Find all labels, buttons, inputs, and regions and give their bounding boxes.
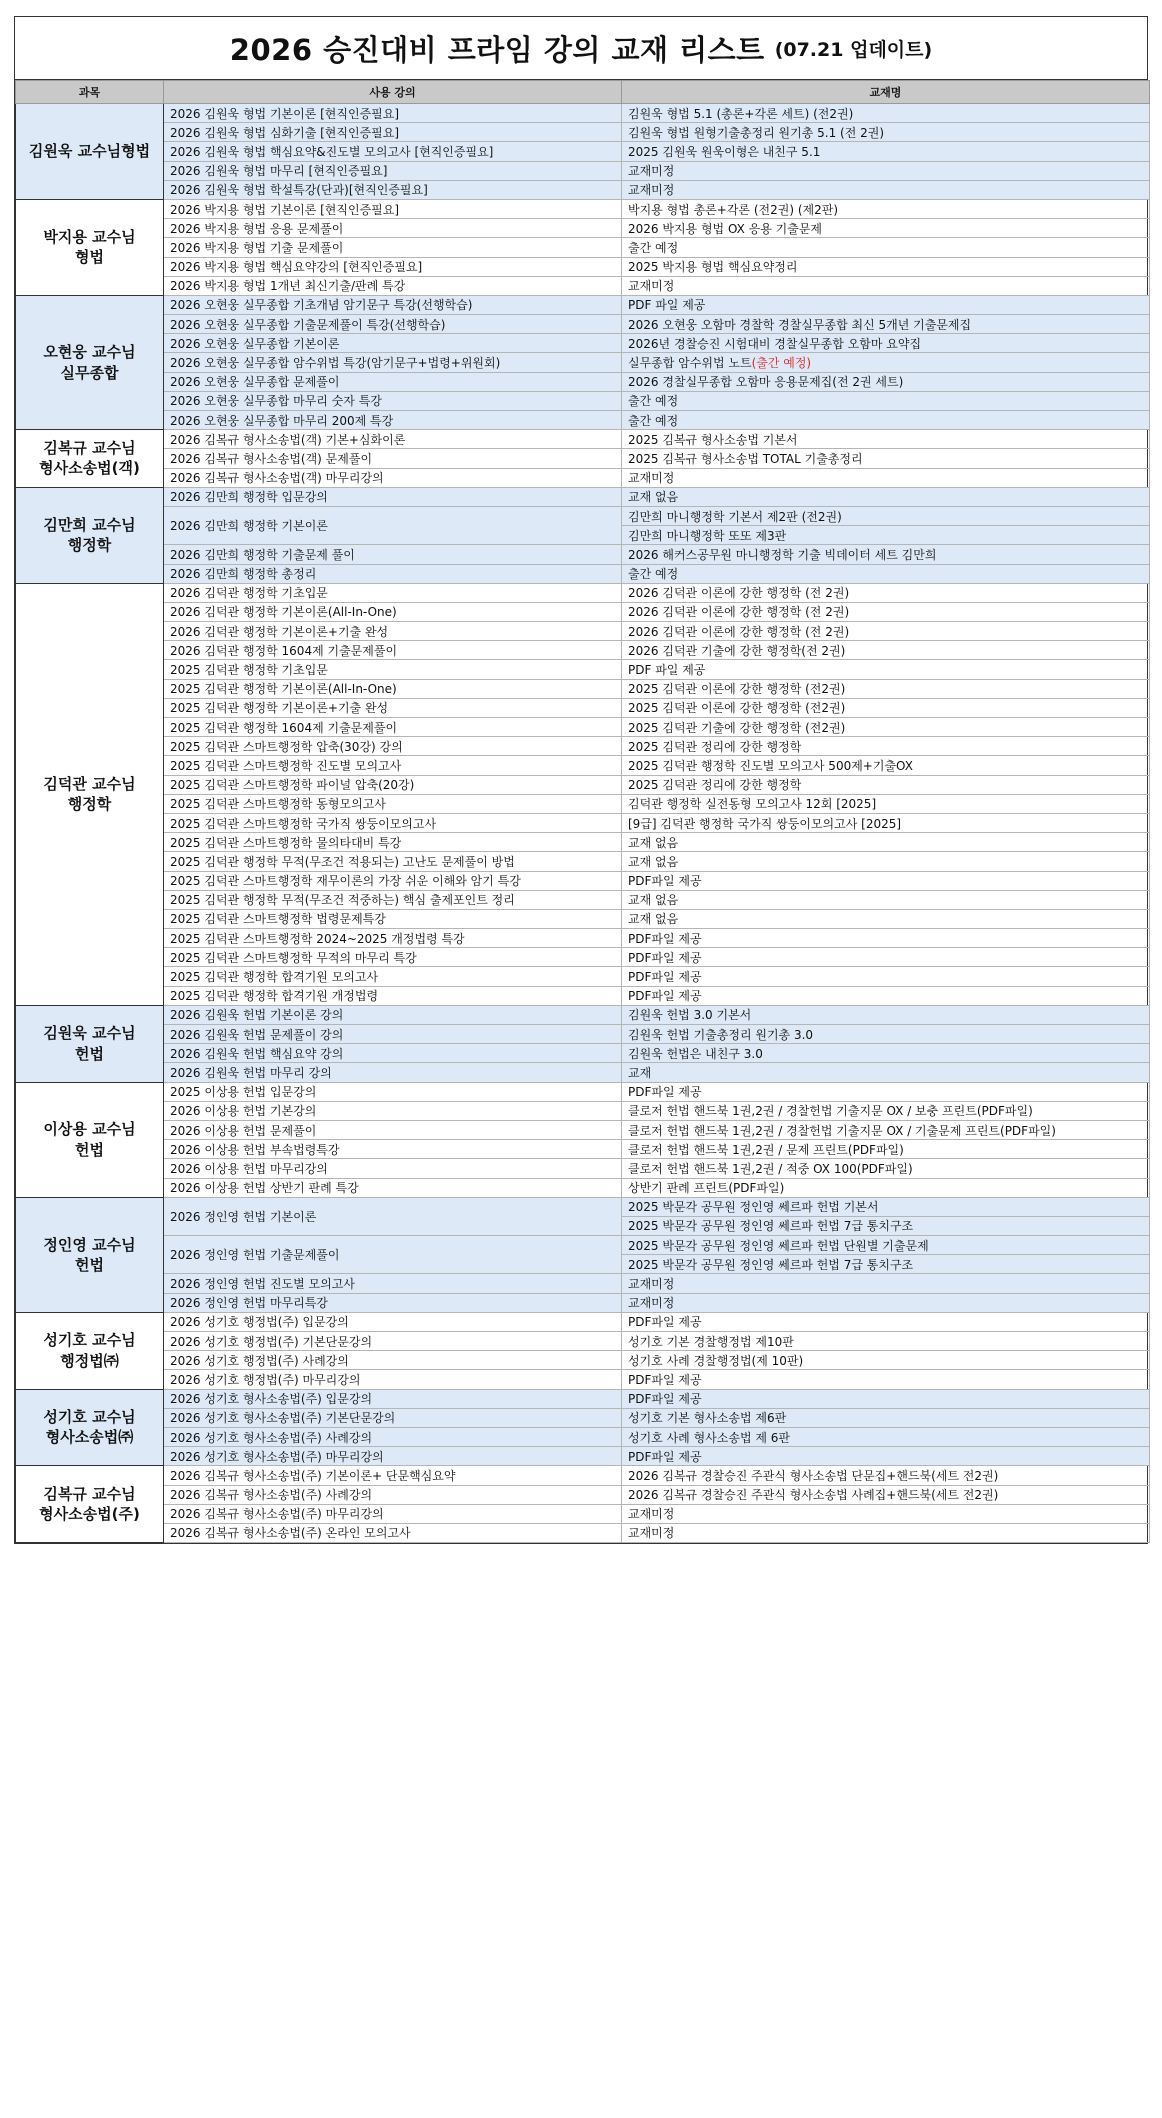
subject-cell: 김복규 교수님 형사소송법(주): [16, 1466, 164, 1543]
book-cell: 2026 김덕관 이론에 강한 행정학 (전 2권): [622, 602, 1150, 621]
book-cell: 김원욱 헌법은 내친구 3.0: [622, 1044, 1150, 1063]
subject-group: [16, 1082, 1150, 1197]
table-row: [16, 698, 1150, 717]
lecture-cell: 2025 김덕관 행정학 합격기원 개정법령: [164, 986, 622, 1005]
book-cell: 김덕관 행정학 실전동형 모의고사 12회 [2025]: [622, 794, 1150, 813]
book-cell: 성기호 기본 경찰행정법 제10판: [622, 1332, 1150, 1351]
subject-cell: 성기호 교수님 형사소송법㈜: [16, 1389, 164, 1466]
lecture-cell: 2025 김덕관 행정학 1604제 기출문제풀이: [164, 718, 622, 737]
table-row: [16, 1159, 1150, 1178]
subject-cell: 성기호 교수님 행정법㈜: [16, 1312, 164, 1389]
table-row: [16, 986, 1150, 1005]
subject-cell: 김덕관 교수님 행정학: [16, 583, 164, 1005]
table-row: [16, 1312, 1150, 1331]
table-row: [16, 238, 1150, 257]
book-cell: 출간 예정: [622, 391, 1150, 410]
table-row: [16, 852, 1150, 871]
book-cell: PDF파일 제공: [622, 1082, 1150, 1101]
lecture-cell: 2026 성기호 형사소송법(주) 기본단문강의: [164, 1408, 622, 1427]
lecture-cell: 2026 김원욱 헌법 핵심요약 강의: [164, 1044, 622, 1063]
table-row: [16, 1197, 1150, 1216]
subject-group: [16, 430, 1150, 488]
lecture-cell: 2026 성기호 행정법(주) 사례강의: [164, 1351, 622, 1370]
table-row: [16, 257, 1150, 276]
subject-group: [16, 1312, 1150, 1389]
subject-group: [16, 1197, 1150, 1312]
lecture-cell: 2025 김덕관 행정학 무적(무조건 적용되는) 고난도 문제풀이 방법: [164, 852, 622, 871]
table-row: [16, 276, 1150, 295]
title-main: 2026 승진대비 프라임 강의 교재 리스트: [229, 32, 765, 67]
book-cell: 2025 김덕관 정리에 강한 행정학: [622, 737, 1150, 756]
book-cell: 2026 김덕관 이론에 강한 행정학 (전 2권): [622, 622, 1150, 641]
book-cell: 김원욱 형법 원형기출총정리 원기총 5.1 (전 2권): [622, 123, 1150, 142]
table-row: [16, 295, 1150, 314]
lecture-cell: 2026 성기호 행정법(주) 입문강의: [164, 1312, 622, 1331]
book-cell: 2025 김원욱 원욱이형은 내친구 5.1: [622, 142, 1150, 161]
book-cell: 교재미정: [622, 180, 1150, 199]
book-cell: PDF 파일 제공: [622, 660, 1150, 679]
table-row: [16, 583, 1150, 602]
table-row: [16, 219, 1150, 238]
book-cell: 김원욱 헌법 3.0 기본서: [622, 1005, 1150, 1024]
table-row: [16, 1389, 1150, 1408]
table-row: [16, 180, 1150, 199]
subject-cell: 김원욱 교수님형법: [16, 104, 164, 200]
lecture-cell: 2026 오현웅 실무종합 마무리 200제 특강: [164, 411, 622, 430]
table-row: [16, 1370, 1150, 1389]
book-cell: 2025 박문각 공무원 정인영 쎄르파 헌법 기본서: [622, 1197, 1150, 1216]
book-cell: PDF파일 제공: [622, 948, 1150, 967]
book-cell: 클로저 헌법 핸드북 1권,2권 / 경찰헌법 기출지문 OX / 보충 프린트(PDF파일): [622, 1101, 1150, 1120]
table-row: [16, 449, 1150, 468]
subject-cell: 박지용 교수님 형법: [16, 199, 164, 295]
lecture-cell: 2026 정인영 헌법 기출문제풀이: [164, 1236, 622, 1274]
table-row: [16, 1140, 1150, 1159]
table-row: [16, 1236, 1150, 1255]
lecture-cell: 2025 김덕관 행정학 기초입문: [164, 660, 622, 679]
book-cell: 2025 김덕관 이론에 강한 행정학 (전2권): [622, 698, 1150, 717]
table-row: [16, 1063, 1150, 1082]
table-row: [16, 199, 1150, 218]
lecture-cell: 2026 김덕관 행정학 기본이론(All-In-One): [164, 602, 622, 621]
subject-group: [16, 1005, 1150, 1082]
table-row: [16, 1485, 1150, 1504]
book-cell: 2026 김복규 경찰승진 주관식 형사소송법 단문집+핸드북(세트 전2권): [622, 1466, 1150, 1485]
book-cell: 2026 김덕관 기출에 강한 행정학(전 2권): [622, 641, 1150, 660]
table-row: [16, 372, 1150, 391]
table-row: [16, 142, 1150, 161]
table-row: [16, 1120, 1150, 1139]
lecture-cell: 2026 성기호 행정법(주) 마무리강의: [164, 1370, 622, 1389]
book-cell: PDF파일 제공: [622, 1389, 1150, 1408]
table-row: [16, 1466, 1150, 1485]
subject-group: [16, 199, 1150, 295]
lecture-cell: 2026 오현웅 실무종합 기본이론: [164, 334, 622, 353]
lecture-cell: 2026 이상용 헌법 문제풀이: [164, 1120, 622, 1139]
book-cell: 교재미정: [622, 161, 1150, 180]
lecture-cell: 2026 성기호 행정법(주) 기본단문강의: [164, 1332, 622, 1351]
book-cell: 김만희 마니행정학 기본서 제2판 (전2권): [622, 506, 1150, 525]
book-cell: 교재미정: [622, 1293, 1150, 1312]
book-cell: 2026 박지용 형법 OX 응용 기출문제: [622, 219, 1150, 238]
table-row: [16, 756, 1150, 775]
lecture-cell: 2026 김원욱 형법 학설특강(단과)[현직인증필요]: [164, 180, 622, 199]
book-cell: 2026 해커스공무원 마니행정학 기출 빅데이터 세트 김만희: [622, 545, 1150, 564]
book-cell: 교재 없음: [622, 909, 1150, 928]
table-row: [16, 967, 1150, 986]
table-row: [16, 161, 1150, 180]
lecture-cell: 2026 성기호 형사소송법(주) 사례강의: [164, 1427, 622, 1446]
table-row: [16, 1523, 1150, 1542]
book-cell: 교재미정: [622, 1504, 1150, 1523]
table-row: [16, 641, 1150, 660]
book-cell: 박지용 형법 총론+각론 (전2권) (제2판): [622, 199, 1150, 218]
book-cell: 교재: [622, 1063, 1150, 1082]
book-cell: 출간 예정: [622, 238, 1150, 257]
lecture-cell: 2026 김만희 행정학 총정리: [164, 564, 622, 583]
book-cell: PDF파일 제공: [622, 871, 1150, 890]
table-row: [16, 123, 1150, 142]
lecture-cell: 2026 김만희 행정학 입문강의: [164, 487, 622, 506]
table-row: [16, 833, 1150, 852]
publish-pending-note: (출간 예정): [751, 356, 812, 371]
header-subject: 과목: [16, 81, 164, 104]
subject-group: [16, 104, 1150, 200]
lecture-cell: 2025 김덕관 행정학 무적(무조건 적중하는) 핵심 출제포인트 정리: [164, 890, 622, 909]
lecture-cell: 2026 김원욱 헌법 기본이론 강의: [164, 1005, 622, 1024]
lecture-cell: 2025 김덕관 스마트행정학 법령문제특강: [164, 909, 622, 928]
subject-cell: 김만희 교수님 행정학: [16, 487, 164, 583]
table-row: [16, 948, 1150, 967]
subject-cell: 김복규 교수님 형사소송법(객): [16, 430, 164, 488]
lecture-cell: 2026 박지용 형법 기출 문제풀이: [164, 238, 622, 257]
lecture-cell: 2026 김덕관 행정학 1604제 기출문제풀이: [164, 641, 622, 660]
lecture-cell: 2026 박지용 형법 1개년 최신기출/판례 특강: [164, 276, 622, 295]
table-row: [16, 468, 1150, 487]
book-cell: 클로저 헌법 핸드북 1권,2권 / 경찰헌법 기출지문 OX / 기출문제 프린트(PDF파일): [622, 1120, 1150, 1139]
book-cell: PDF파일 제공: [622, 967, 1150, 986]
lecture-cell: 2026 김복규 형사소송법(객) 마무리강의: [164, 468, 622, 487]
table-row: [16, 775, 1150, 794]
lecture-cell: 2026 김덕관 행정학 기본이론+기출 완성: [164, 622, 622, 641]
lecture-cell: 2026 김만희 행정학 기본이론: [164, 506, 622, 544]
lecture-cell: 2026 김원욱 형법 마무리 [현직인증필요]: [164, 161, 622, 180]
book-cell: 김원욱 헌법 기출총정리 원기총 3.0: [622, 1025, 1150, 1044]
book-cell: 2025 박문각 공무원 정인영 쎄르파 헌법 단원별 기출문제: [622, 1236, 1150, 1255]
lecture-cell: 2025 김덕관 스마트행정학 파이널 압축(20강): [164, 775, 622, 794]
lecture-cell: 2026 김원욱 헌법 문제풀이 강의: [164, 1025, 622, 1044]
lecture-cell: 2026 박지용 형법 기본이론 [현직인증필요]: [164, 199, 622, 218]
book-cell: 2026 김복규 경찰승진 주관식 형사소송법 사례집+핸드북(세트 전2권): [622, 1485, 1150, 1504]
lecture-cell: 2026 오현웅 실무종합 기출문제풀이 특강(선행학습): [164, 315, 622, 334]
lecture-cell: 2026 정인영 헌법 기본이론: [164, 1197, 622, 1235]
lecture-cell: 2026 김원욱 형법 기본이론 [현직인증필요]: [164, 104, 622, 123]
book-cell: 2025 김복규 형사소송법 기본서: [622, 430, 1150, 449]
subject-group: [16, 487, 1150, 583]
subject-group: [16, 583, 1150, 1005]
book-cell: [9급] 김덕관 행정학 국가직 쌍둥이모의고사 [2025]: [622, 813, 1150, 832]
title-update-date: (07.21 업데이트): [774, 38, 933, 61]
lecture-cell: 2025 김덕관 스마트행정학 2024~2025 개정법령 특강: [164, 929, 622, 948]
book-cell: 2026 김덕관 이론에 강한 행정학 (전 2권): [622, 583, 1150, 602]
table-row: [16, 1351, 1150, 1370]
lecture-cell: 2026 성기호 형사소송법(주) 입문강의: [164, 1389, 622, 1408]
book-cell: 교재미정: [622, 1523, 1150, 1542]
lecture-cell: 2025 김덕관 행정학 합격기원 모의고사: [164, 967, 622, 986]
lecture-cell: 2025 김덕관 스마트행정학 동형모의고사: [164, 794, 622, 813]
subject-group: [16, 295, 1150, 429]
lecture-table: [15, 80, 1150, 1543]
lecture-cell: 2026 성기호 형사소송법(주) 마무리강의: [164, 1447, 622, 1466]
table-row: [16, 104, 1150, 123]
book-cell: 교재미정: [622, 276, 1150, 295]
book-cell: 2025 김덕관 기출에 강한 행정학 (전2권): [622, 718, 1150, 737]
table-row: [16, 1332, 1150, 1351]
table-row: [16, 411, 1150, 430]
table-row: [16, 545, 1150, 564]
book-cell: 클로저 헌법 핸드북 1권,2권 / 적중 OX 100(PDF파일): [622, 1159, 1150, 1178]
book-cell: 교재 없음: [622, 890, 1150, 909]
lecture-cell: 2026 이상용 헌법 부속법령특강: [164, 1140, 622, 1159]
book-cell: 2025 박지용 형법 핵심요약정리: [622, 257, 1150, 276]
book-cell: PDF파일 제공: [622, 1370, 1150, 1389]
lecture-cell: 2026 김복규 형사소송법(객) 문제풀이: [164, 449, 622, 468]
subject-cell: 오현웅 교수님 실무종합: [16, 295, 164, 429]
table-row: [16, 1101, 1150, 1120]
lecture-cell: 2025 김덕관 스마트행정학 무적의 마무리 특강: [164, 948, 622, 967]
book-cell: 교재 없음: [622, 833, 1150, 852]
book-cell: 2025 김덕관 이론에 강한 행정학 (전2권): [622, 679, 1150, 698]
book-cell: 교재 없음: [622, 487, 1150, 506]
lecture-cell: 2026 박지용 형법 핵심요약강의 [현직인증필요]: [164, 257, 622, 276]
lecture-cell: 2026 박지용 형법 응용 문제풀이: [164, 219, 622, 238]
table-row: [16, 1025, 1150, 1044]
book-cell: 출간 예정: [622, 411, 1150, 430]
lecture-cell: 2025 김덕관 스마트행정학 국가직 쌍둥이모의고사: [164, 813, 622, 832]
book-cell: PDF파일 제공: [622, 929, 1150, 948]
table-row: [16, 929, 1150, 948]
lecture-cell: 2025 김덕관 스마트행정학 진도별 모의고사: [164, 756, 622, 775]
table-row: [16, 890, 1150, 909]
lecture-cell: 2025 김덕관 스마트행정학 압축(30강) 강의: [164, 737, 622, 756]
lecture-cell: 2026 오현웅 실무종합 문제풀이: [164, 372, 622, 391]
book-cell: 2025 김덕관 행정학 진도별 모의고사 500제+기출OX: [622, 756, 1150, 775]
book-cell: PDF파일 제공: [622, 1312, 1150, 1331]
subject-cell: 이상용 교수님 헌법: [16, 1082, 164, 1197]
table-row: [16, 430, 1150, 449]
book-cell: 성기호 사례 경찰행정법(제 10판): [622, 1351, 1150, 1370]
lecture-cell: 2026 이상용 헌법 마무리강의: [164, 1159, 622, 1178]
lecture-cell: 2025 김덕관 스마트행정학 물의타대비 특강: [164, 833, 622, 852]
lecture-cell: 2025 김덕관 행정학 기본이론(All-In-One): [164, 679, 622, 698]
lecture-cell: 2026 김복규 형사소송법(객) 기본+심화이론: [164, 430, 622, 449]
table-row: [16, 1427, 1150, 1446]
book-cell: 교재 없음: [622, 852, 1150, 871]
book-cell: 2025 박문각 공무원 정인영 쎄르파 헌법 7급 통치구조: [622, 1255, 1150, 1274]
book-cell: PDF파일 제공: [622, 986, 1150, 1005]
table-row: [16, 506, 1150, 525]
table-row: [16, 871, 1150, 890]
table-row: [16, 679, 1150, 698]
table-row: [16, 794, 1150, 813]
table-row: [16, 1005, 1150, 1024]
lecture-cell: 2026 김복규 형사소송법(주) 기본이론+ 단문핵심요약: [164, 1466, 622, 1485]
table-row: [16, 1082, 1150, 1101]
table-row: [16, 1274, 1150, 1293]
table-header: [16, 81, 1150, 104]
book-cell: 성기호 기본 형사소송법 제6판: [622, 1408, 1150, 1427]
lecture-cell: 2026 김덕관 행정학 기초입문: [164, 583, 622, 602]
lecture-cell: 2026 김복규 형사소송법(주) 마무리강의: [164, 1504, 622, 1523]
book-cell: 2026 경찰실무종합 오함마 응용문제집(전 2권 세트): [622, 372, 1150, 391]
lecture-cell: 2026 오현웅 실무종합 기초개념 암기문구 특강(선행학습): [164, 295, 622, 314]
book-cell: 상반기 판례 프린트(PDF파일): [622, 1178, 1150, 1197]
book-cell: 2025 김덕관 정리에 강한 행정학: [622, 775, 1150, 794]
book-cell: 클로저 헌법 핸드북 1권,2권 / 문제 프린트(PDF파일): [622, 1140, 1150, 1159]
lecture-cell: 2025 김덕관 스마트행정학 재무이론의 가장 쉬운 이해와 암기 특강: [164, 871, 622, 890]
lecture-cell: 2026 정인영 헌법 진도별 모의고사: [164, 1274, 622, 1293]
lecture-list-sheet: [14, 16, 1148, 1544]
lecture-cell: 2026 이상용 헌법 상반기 판례 특강: [164, 1178, 622, 1197]
table-row: [16, 660, 1150, 679]
table-row: [16, 622, 1150, 641]
table-row: [16, 1044, 1150, 1063]
table-row: [16, 353, 1150, 372]
table-row: [16, 1447, 1150, 1466]
subject-cell: 김원욱 교수님 헌법: [16, 1005, 164, 1082]
book-cell: PDF파일 제공: [622, 1447, 1150, 1466]
book-cell: 실무종합 암수위법 노트(출간 예정): [622, 353, 1150, 372]
table-row: [16, 564, 1150, 583]
table-row: [16, 315, 1150, 334]
header-book: 교재명: [622, 81, 1150, 104]
subject-group: [16, 1466, 1150, 1543]
lecture-cell: 2026 김복규 형사소송법(주) 사례강의: [164, 1485, 622, 1504]
header-lecture: 사용 강의: [164, 81, 622, 104]
book-cell: 2026년 경찰승진 시험대비 경찰실무종합 오함마 요약집: [622, 334, 1150, 353]
lecture-cell: 2026 김원욱 형법 심화기출 [현직인증필요]: [164, 123, 622, 142]
lecture-cell: 2026 정인영 헌법 마무리특강: [164, 1293, 622, 1312]
lecture-cell: 2026 김만희 행정학 기출문제 풀이: [164, 545, 622, 564]
book-cell: 성기호 사례 형사소송법 제 6판: [622, 1427, 1150, 1446]
book-cell: 2026 오현웅 오함마 경찰학 경찰실무종합 최신 5개년 기출문제집: [622, 315, 1150, 334]
lecture-cell: 2025 김덕관 행정학 기본이론+기출 완성: [164, 698, 622, 717]
book-cell: 2025 박문각 공무원 정인영 쎄르파 헌법 7급 통치구조: [622, 1216, 1150, 1235]
book-cell: 교재미정: [622, 1274, 1150, 1293]
table-row: [16, 602, 1150, 621]
table-row: [16, 391, 1150, 410]
book-cell: 2025 김복규 형사소송법 TOTAL 기출총정리: [622, 449, 1150, 468]
table-row: [16, 1293, 1150, 1312]
page-title: [15, 17, 1147, 80]
table-row: [16, 1178, 1150, 1197]
table-row: [16, 334, 1150, 353]
table-row: [16, 487, 1150, 506]
table-row: [16, 737, 1150, 756]
lecture-cell: 2026 오현웅 실무종합 암수위법 특강(암기문구+법령+위원회): [164, 353, 622, 372]
lecture-cell: 2025 이상용 헌법 입문강의: [164, 1082, 622, 1101]
lecture-cell: 2026 이상용 헌법 기본강의: [164, 1101, 622, 1120]
table-row: [16, 718, 1150, 737]
book-cell: PDF 파일 제공: [622, 295, 1150, 314]
table-row: [16, 909, 1150, 928]
subject-cell: 정인영 교수님 헌법: [16, 1197, 164, 1312]
table-row: [16, 1504, 1150, 1523]
book-cell: 김원욱 형법 5.1 (총론+각론 세트) (전2권): [622, 104, 1150, 123]
book-cell: 교재미정: [622, 468, 1150, 487]
book-cell: 출간 예정: [622, 564, 1150, 583]
lecture-cell: 2026 김원욱 헌법 마무리 강의: [164, 1063, 622, 1082]
lecture-cell: 2026 김원욱 형법 핵심요약&진도별 모의고사 [현직인증필요]: [164, 142, 622, 161]
lecture-cell: 2026 김복규 형사소송법(주) 온라인 모의고사: [164, 1523, 622, 1542]
table-row: [16, 813, 1150, 832]
table-row: [16, 1408, 1150, 1427]
subject-group: [16, 1389, 1150, 1466]
lecture-cell: 2026 오현웅 실무종합 마무리 숫자 특강: [164, 391, 622, 410]
book-cell: 김만희 마니행정학 또또 제3판: [622, 526, 1150, 545]
